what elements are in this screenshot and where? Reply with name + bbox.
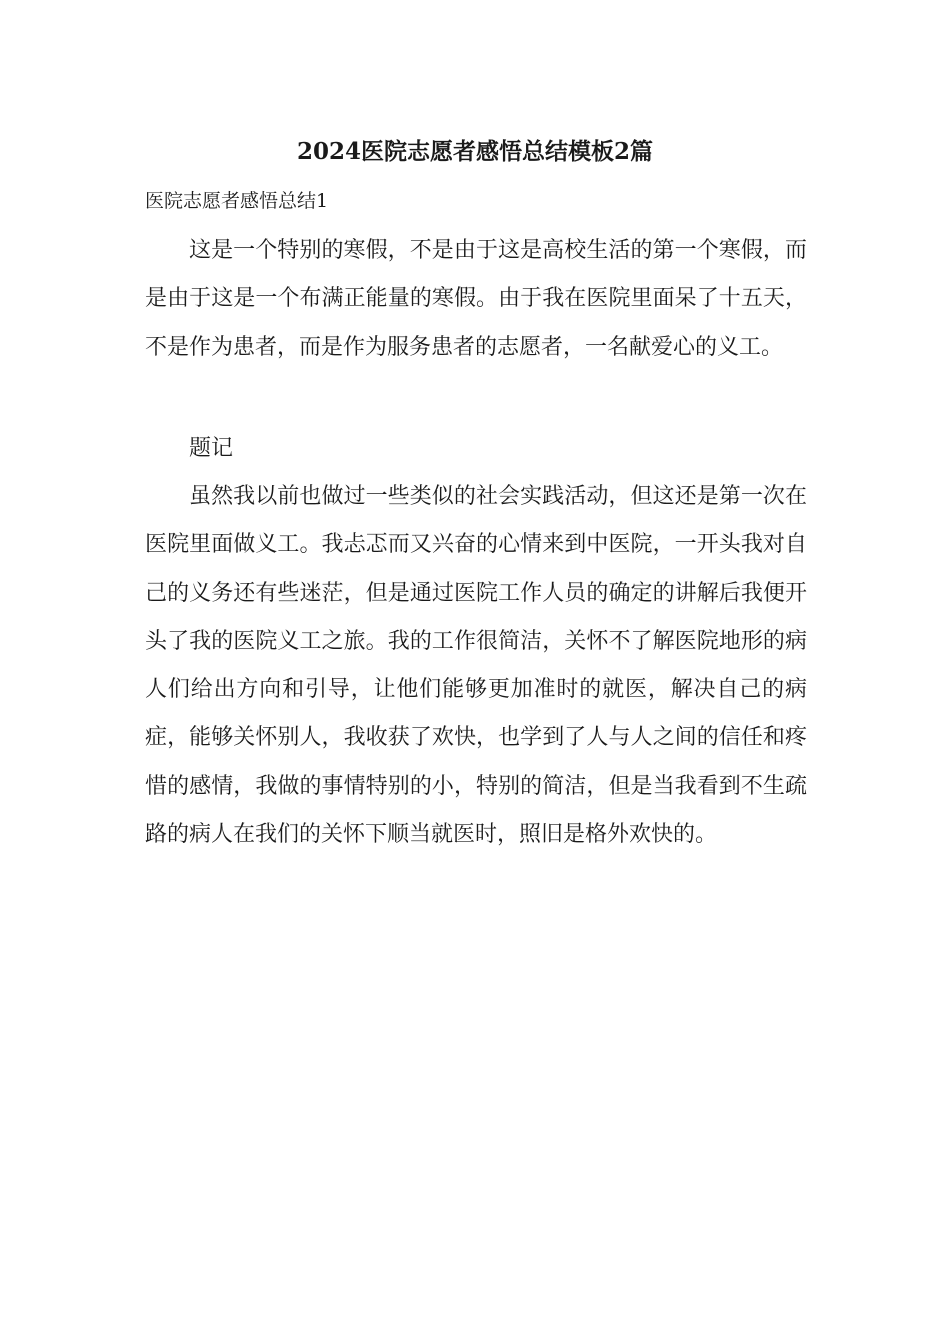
document-title: 2024医院志愿者感悟总结模板2篇 xyxy=(296,138,654,165)
body-paragraph-block-1 xyxy=(145,227,807,372)
epigraph-label: 题记 xyxy=(189,436,234,461)
body-paragraph-block-2 xyxy=(145,473,807,859)
section-heading: 医院志愿者感悟总结1 xyxy=(145,190,329,212)
body-paragraph: 虽然我以前也做过一些类似的社会实践活动，但这还是第一次在医院里面做义工。我忐忑而又兴奋的心情来到中医院，一开头我对自己的义务还有些迷茫，但是通过医院工作人员的确定的讲解后我便开头了我的医院义工之旅。我的工作很简洁，关怀不了解医院地形的病人们给出方向和引导，让他们能够更加准时的就医，解决自己的病症，能够关怀别人，我收获了欢快，也学到了人与人之间的信任和疼惜的感情，我做的事情特别的小，特别的简洁，但是当我看到不生疏路的病人在我们的关怀下顺当就医时，照旧是格外欢快的。 xyxy=(145,484,807,848)
body-paragraph: 这是一个特别的寒假，不是由于这是高校生活的第一个寒假，而是由于这是一个布满正能量的寒假。由于我在医院里面呆了十五天，不是作为患者，而是作为服务患者的志愿者，一名献爱心的义工。 xyxy=(145,238,807,360)
epigraph-block xyxy=(145,425,807,473)
